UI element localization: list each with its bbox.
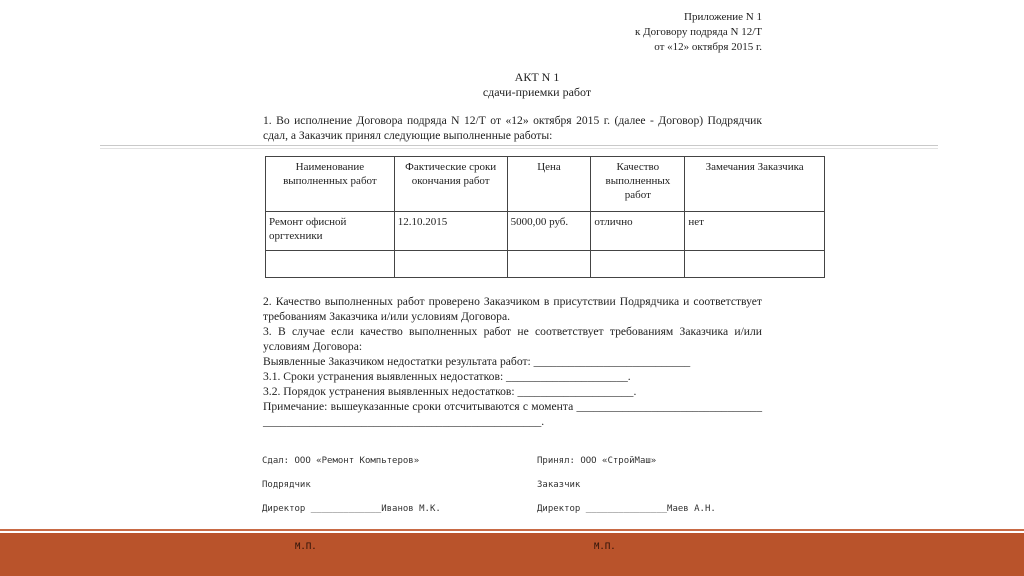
table-header-cell: Цена xyxy=(507,157,591,212)
table-header-cell: Фактические сроки окончания работ xyxy=(394,157,507,212)
appendix-line-1: Приложение N 1 xyxy=(684,11,762,23)
table-cell xyxy=(591,251,685,278)
table-cell xyxy=(266,251,395,278)
fix-order-line: 3.2. Порядок устранения выявленных недостатков: ____________________. xyxy=(263,385,637,398)
act-title-block xyxy=(412,70,662,100)
quality-clause-3: 3. В случае если качество выполненных работ не соответствует требованиям Заказчика и/или условиям Договора: xyxy=(263,325,762,353)
quality-statement: 2. Качество выполненных работ проверено Заказчиком в присутствии Подрядчика и соответствует требованиям Заказчика и/или условиям Договора. xyxy=(263,295,762,323)
paragraph-2-block xyxy=(263,294,762,429)
table-row xyxy=(266,251,825,278)
act-title: АКТ N 1 xyxy=(514,70,560,84)
table-cell xyxy=(685,251,825,278)
table-cell: нет xyxy=(685,212,825,251)
table-cell xyxy=(507,251,591,278)
table-cell: Ремонт офисной оргтехники xyxy=(266,212,395,251)
contractor-from: Сдал: ООО «Ремонт Компьтеров» xyxy=(262,456,420,466)
accent-line xyxy=(0,529,1024,531)
defects-line: Выявленные Заказчиком недостатки результата работ: ___________________________ xyxy=(263,355,691,368)
table-cell xyxy=(394,251,507,278)
stamp-place-left: М.П. xyxy=(295,542,317,552)
contractor-role: Подрядчик xyxy=(262,480,311,490)
works-table-container xyxy=(265,156,804,280)
fix-terms-line: 3.1. Сроки устранения выявленных недостатков: _____________________. xyxy=(263,370,631,383)
contractor-signature: Директор _____________Иванов М.К. xyxy=(262,504,441,514)
appendix-line-3: от «12» октября 2015 г. xyxy=(654,41,762,53)
table-cell: 5000,00 руб. xyxy=(507,212,591,251)
table-header-cell: Качество выполненных работ xyxy=(591,157,685,212)
stamp-place-right: М.П. xyxy=(594,542,616,552)
customer-role: Заказчик xyxy=(537,480,581,490)
customer-from: Принял: ООО «СтройМаш» xyxy=(537,456,657,466)
accent-band xyxy=(0,533,1024,576)
table-row xyxy=(266,212,825,251)
paragraph-1: 1. Во исполнение Договора подряда N 12/Т от «12» октября 2015 г. (далее - Договор) Подрядчик сдал, а Заказчик принял следующие выполненные работы: xyxy=(263,114,762,142)
act-subtitle: сдачи-приемки работ xyxy=(482,85,592,99)
note-line: Примечание: вышеуказанные сроки отсчитываются с момента ________________________________________________________________________________. xyxy=(263,400,762,428)
table-cell: отлично xyxy=(591,212,685,251)
appendix-block xyxy=(635,10,762,55)
works-table xyxy=(265,156,825,278)
header-divider-shadow xyxy=(100,148,938,149)
table-cell: 12.10.2015 xyxy=(394,212,507,251)
customer-signature: Директор _______________Маев А.Н. xyxy=(537,504,716,514)
table-header-cell: Замечания Заказчика xyxy=(685,157,825,212)
table-header-cell: Наименование выполненных работ xyxy=(266,157,395,212)
table-header-row xyxy=(266,157,825,212)
header-divider xyxy=(100,145,938,146)
appendix-line-2: к Договору подряда N 12/Т xyxy=(635,26,762,38)
